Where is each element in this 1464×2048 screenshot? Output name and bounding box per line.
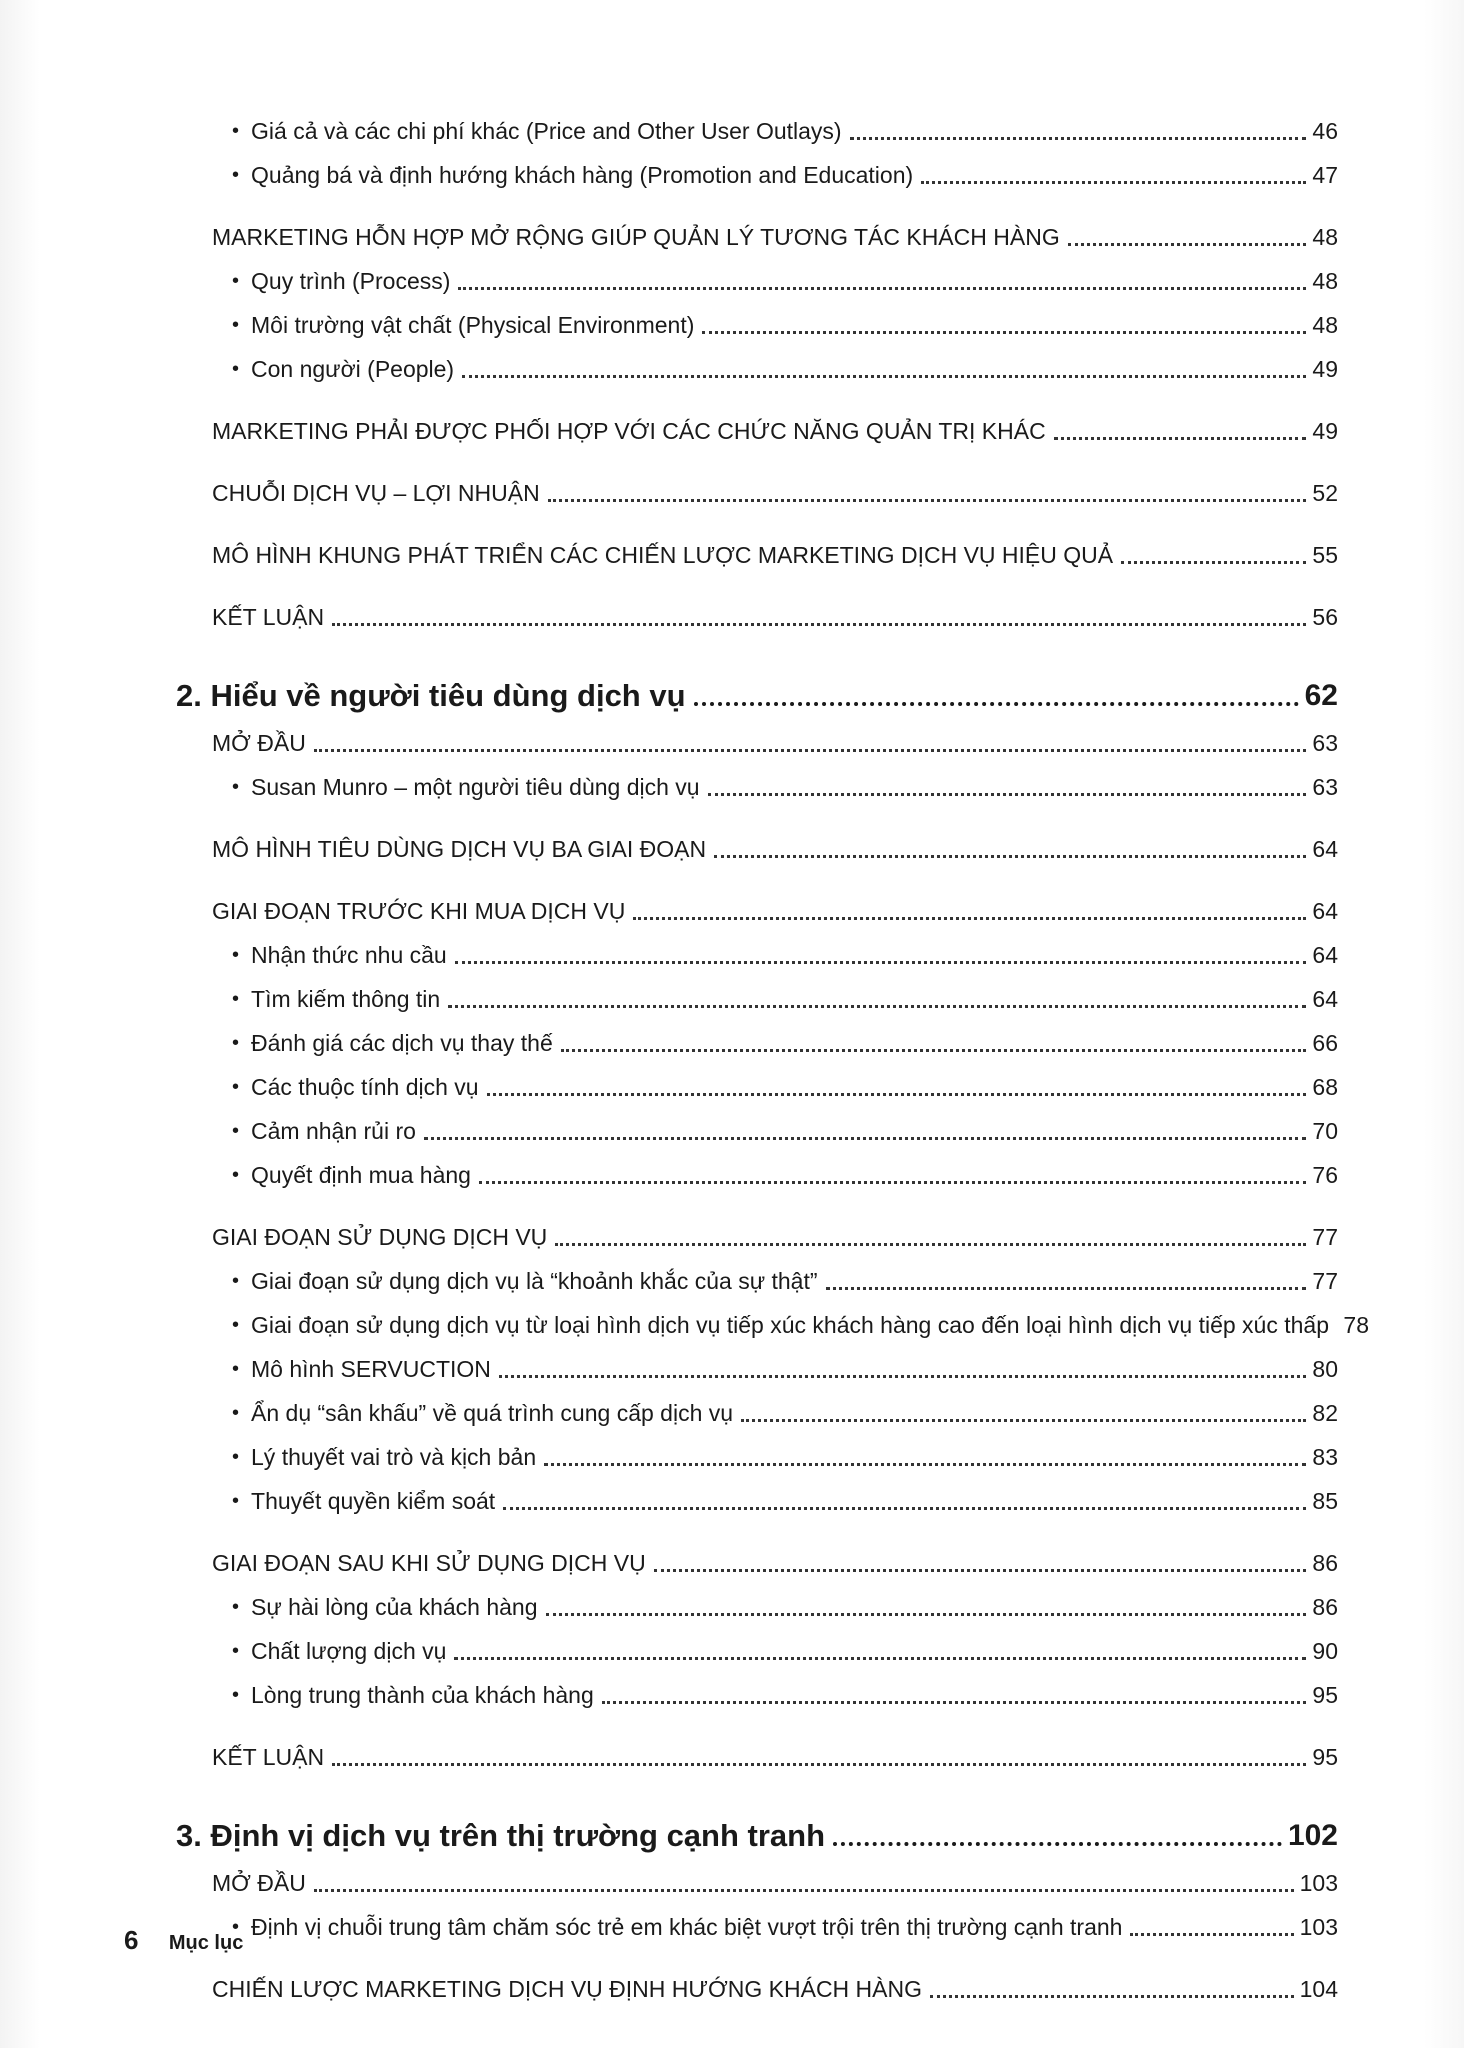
toc-entry-sub[interactable] — [208, 926, 1338, 970]
toc-entry-label: Lý thuyết vai trò và kịch bản — [251, 1444, 537, 1470]
page-footer — [124, 1925, 243, 1956]
dot-leader — [714, 854, 1306, 858]
toc-entry-page-number: 95 — [1312, 1744, 1338, 1770]
toc-entry-label: Đánh giá các dịch vụ thay thế — [251, 1030, 553, 1056]
dot-leader — [448, 1004, 1306, 1008]
dot-leader — [544, 1462, 1306, 1466]
dot-leader — [555, 1242, 1306, 1246]
toc-entry-label: GIAI ĐOẠN SAU KHI SỬ DỤNG DỊCH VỤ — [212, 1550, 646, 1576]
toc-entry-label: Tìm kiếm thông tin — [251, 986, 441, 1012]
toc-entry-sub[interactable] — [208, 1578, 1338, 1622]
toc-entry-label: Thuyết quyền kiểm soát — [251, 1488, 496, 1514]
toc-entry-sub[interactable] — [208, 1622, 1338, 1666]
toc-entry-label: Quy trình (Process) — [251, 268, 451, 294]
bullet-icon: • — [232, 1032, 240, 1054]
toc-entry-page-number: 47 — [1312, 162, 1338, 188]
toc-entry-section[interactable] — [208, 714, 1338, 758]
dot-leader — [546, 1612, 1306, 1616]
toc-entry-label: GIAI ĐOẠN TRƯỚC KHI MUA DỊCH VỤ — [212, 898, 626, 924]
toc-entry-page-number: 104 — [1299, 1976, 1338, 2002]
bullet-icon: • — [232, 988, 240, 1010]
toc-entry-page-number: 103 — [1299, 1914, 1338, 1940]
toc-entry-sub[interactable] — [208, 102, 1338, 146]
footer-page-number: 6 — [124, 1925, 139, 1955]
toc-entry-label: MÔ HÌNH TIÊU DÙNG DỊCH VỤ BA GIAI ĐOẠN — [212, 836, 707, 862]
toc-entry-section[interactable] — [208, 526, 1338, 570]
toc-entry-sub[interactable] — [208, 1102, 1338, 1146]
toc-entry-page-number: 95 — [1312, 1682, 1338, 1708]
toc-entry-page-number: 64 — [1312, 986, 1338, 1012]
toc-entry-page-number: 63 — [1312, 774, 1338, 800]
toc-entry-label: MÔ HÌNH KHUNG PHÁT TRIỂN CÁC CHIẾN LƯỢC MARKETING DỊCH VỤ HIỆU QUẢ — [212, 542, 1114, 568]
toc-entry-page-number: 64 — [1312, 836, 1338, 862]
bullet-icon: • — [232, 164, 240, 186]
toc-entry-label: MỞ ĐẦU — [212, 730, 306, 756]
bullet-icon: • — [232, 1164, 240, 1186]
toc-entry-label: MARKETING PHẢI ĐƯỢC PHỐI HỢP VỚI CÁC CHỨC NĂNG QUẢN TRỊ KHÁC — [212, 418, 1046, 444]
toc-entry-page-number: 66 — [1312, 1030, 1338, 1056]
bullet-icon: • — [232, 1916, 240, 1938]
bullet-icon: • — [232, 314, 240, 336]
toc-entry-section[interactable] — [208, 402, 1338, 446]
dot-leader — [826, 1286, 1306, 1290]
toc-entry-page-number: 52 — [1312, 480, 1338, 506]
dot-leader — [921, 180, 1306, 184]
bullet-icon: • — [232, 1684, 240, 1706]
toc-entry-page-number: 63 — [1312, 730, 1338, 756]
dot-leader — [455, 960, 1306, 964]
toc-entry-page-number: 49 — [1312, 356, 1338, 382]
dot-leader — [561, 1048, 1306, 1052]
bullet-icon: • — [232, 1358, 240, 1380]
toc-entry-page-number: 83 — [1312, 1444, 1338, 1470]
dot-leader — [503, 1506, 1306, 1510]
bullet-icon: • — [232, 1076, 240, 1098]
toc-entry-sub[interactable] — [208, 970, 1338, 1014]
dot-leader — [424, 1136, 1306, 1140]
bullet-icon: • — [232, 1120, 240, 1142]
toc-entry-page-number: 70 — [1312, 1118, 1338, 1144]
toc-entry-label: Môi trường vật chất (Physical Environment) — [251, 312, 695, 338]
dot-leader — [833, 1841, 1282, 1846]
toc-entry-section[interactable] — [208, 1728, 1338, 1772]
bullet-icon: • — [232, 358, 240, 380]
toc-entry-section[interactable] — [208, 1208, 1338, 1252]
bullet-icon: • — [232, 776, 240, 798]
toc-entry-sub[interactable] — [208, 252, 1338, 296]
toc-entry-sub[interactable] — [208, 1898, 1338, 1942]
toc-entry-page-number: 80 — [1312, 1356, 1338, 1382]
toc-entry-label: Giai đoạn sử dụng dịch vụ là “khoảnh khắc của sự thật” — [251, 1268, 818, 1294]
toc-entry-page-number: 48 — [1312, 268, 1338, 294]
toc-entry-page-number: 64 — [1312, 942, 1338, 968]
toc-entry-page-number: 64 — [1312, 898, 1338, 924]
toc-entry-label: Mô hình SERVUCTION — [251, 1356, 491, 1382]
toc-entry-label: Con người (People) — [251, 356, 455, 382]
toc-entry-label: CHIẾN LƯỢC MARKETING DỊCH VỤ ĐỊNH HƯỚNG KHÁCH HÀNG — [212, 1976, 923, 2002]
toc-entry-section[interactable] — [208, 820, 1338, 864]
toc-entry-sub[interactable] — [208, 1428, 1338, 1472]
toc-entry-label: KẾT LUẬN — [212, 604, 325, 630]
toc-entry-label: Cảm nhận rủi ro — [251, 1118, 416, 1144]
toc-entry-label: Ẩn dụ “sân khấu” về quá trình cung cấp dịch vụ — [251, 1400, 734, 1426]
bullet-icon: • — [232, 1596, 240, 1618]
dot-leader — [454, 1656, 1306, 1660]
toc-entry-label: 2. Hiểu về người tiêu dùng dịch vụ — [176, 678, 686, 713]
toc-entry-label: Quyết định mua hàng — [251, 1162, 471, 1188]
bullet-icon: • — [232, 1270, 240, 1292]
toc-entry-label: Lòng trung thành của khách hàng — [251, 1682, 594, 1708]
toc-entry-label: Quảng bá và định hướng khách hàng (Promotion and Education) — [251, 162, 914, 188]
toc-entry-page-number: 49 — [1312, 418, 1338, 444]
dot-leader — [702, 330, 1306, 334]
toc-entry-page-number: 85 — [1312, 1488, 1338, 1514]
toc-entry-sub[interactable] — [208, 1666, 1338, 1710]
bullet-icon: • — [232, 1446, 240, 1468]
toc-entry-label: Giai đoạn sử dụng dịch vụ từ loại hình dịch vụ tiếp xúc khách hàng cao đến loại hình dịch vụ tiếp xúc thấp — [251, 1312, 1330, 1338]
toc-entry-label: KẾT LUẬN — [212, 1744, 325, 1770]
toc-entry-page-number: 82 — [1312, 1400, 1338, 1426]
toc-entry-sub[interactable] — [208, 1252, 1338, 1296]
toc-entry-sub[interactable] — [208, 1296, 1370, 1340]
toc-entry-label: Định vị chuỗi trung tâm chăm sóc trẻ em khác biệt vượt trội trên thị trường cạnh tranh — [251, 1914, 1123, 1940]
toc-entry-label: Chất lượng dịch vụ — [251, 1638, 447, 1664]
toc-entry-label: GIAI ĐOẠN SỬ DỤNG DỊCH VỤ — [212, 1224, 548, 1250]
toc-entry-sub[interactable] — [208, 340, 1338, 384]
bullet-icon: • — [232, 270, 240, 292]
toc-entry-page-number: 55 — [1312, 542, 1338, 568]
dot-leader — [708, 792, 1306, 796]
dot-leader — [499, 1374, 1306, 1378]
toc-entry-page-number: 76 — [1312, 1162, 1338, 1188]
toc-entry-label: Các thuộc tính dịch vụ — [251, 1074, 479, 1100]
toc-entry-section[interactable] — [208, 1534, 1338, 1578]
dot-leader — [850, 136, 1306, 140]
dot-leader — [633, 916, 1306, 920]
toc-entry-page-number: 68 — [1312, 1074, 1338, 1100]
dot-leader — [332, 622, 1306, 626]
toc-entry-page-number: 77 — [1312, 1268, 1338, 1294]
dot-leader — [1054, 436, 1306, 440]
toc-entry-label: Sự hài lòng của khách hàng — [251, 1594, 538, 1620]
toc-entry-page-number: 90 — [1312, 1638, 1338, 1664]
bullet-icon: • — [232, 1402, 240, 1424]
toc-entry-section[interactable] — [208, 1854, 1338, 1898]
toc-entry-section[interactable] — [208, 588, 1338, 632]
dot-leader — [462, 374, 1306, 378]
dot-leader — [487, 1092, 1306, 1096]
toc-entry-section[interactable] — [208, 882, 1338, 926]
bullet-icon: • — [232, 1640, 240, 1662]
toc-entry-chapter[interactable] — [176, 666, 1338, 714]
dot-leader — [479, 1180, 1306, 1184]
bullet-icon: • — [232, 120, 240, 142]
dot-leader — [332, 1762, 1306, 1766]
toc-entry-page-number: 48 — [1312, 312, 1338, 338]
toc-entry-sub[interactable] — [208, 146, 1338, 190]
toc-entry-sub[interactable] — [208, 296, 1338, 340]
toc-entry-label: Giá cả và các chi phí khác (Price and Other User Outlays) — [251, 118, 842, 144]
dot-leader — [741, 1418, 1306, 1422]
dot-leader — [930, 1994, 1294, 1998]
toc-entry-label: Susan Munro – một người tiêu dùng dịch vụ — [251, 774, 700, 800]
dot-leader — [314, 1888, 1294, 1892]
toc-entry-sub[interactable] — [208, 1014, 1338, 1058]
toc-entry-sub[interactable] — [208, 1472, 1338, 1516]
toc-entry-section[interactable] — [208, 464, 1338, 508]
toc-entry-page-number: 46 — [1312, 118, 1338, 144]
toc-entry-page-number: 86 — [1312, 1594, 1338, 1620]
toc-entry-page-number: 103 — [1299, 1870, 1338, 1896]
dot-leader — [1130, 1932, 1293, 1936]
bullet-icon: • — [232, 1490, 240, 1512]
dot-leader — [314, 748, 1306, 752]
toc-entry-label: MỞ ĐẦU — [212, 1870, 306, 1896]
toc-entry-page-number: 102 — [1287, 1819, 1338, 1852]
toc-entry-page-number: 78 — [1343, 1312, 1370, 1338]
dot-leader — [548, 498, 1306, 502]
toc-entry-sub[interactable] — [208, 1340, 1338, 1384]
footer-title: Mục lục — [168, 1932, 244, 1954]
bullet-icon: • — [232, 944, 240, 966]
toc-entry-sub[interactable] — [208, 1384, 1338, 1428]
toc-entry-page-number: 86 — [1312, 1550, 1338, 1576]
dot-leader — [602, 1700, 1306, 1704]
dot-leader — [654, 1568, 1306, 1572]
dot-leader — [1068, 242, 1306, 246]
bullet-icon: • — [232, 1314, 240, 1336]
toc-entry-sub[interactable] — [208, 758, 1338, 802]
toc-entry-chapter[interactable] — [176, 1806, 1338, 1854]
dot-leader — [694, 701, 1299, 706]
toc-entry-sub[interactable] — [208, 1058, 1338, 1102]
toc-entry-label: CHUỖI DỊCH VỤ – LỢI NHUẬN — [212, 480, 540, 506]
toc-entry-label: Nhận thức nhu cầu — [251, 942, 447, 968]
toc-entry-page-number: 62 — [1304, 679, 1338, 712]
toc-entry-page-number: 77 — [1312, 1224, 1338, 1250]
dot-leader — [458, 286, 1306, 290]
toc-entry-page-number: 48 — [1312, 224, 1338, 250]
toc-entry-label: MARKETING HỖN HỢP MỞ RỘNG GIÚP QUẢN LÝ TƯƠNG TÁC KHÁCH HÀNG — [212, 224, 1060, 250]
toc-entry-section[interactable] — [208, 1960, 1338, 2004]
dot-leader — [1121, 560, 1306, 564]
toc-entry-page-number: 56 — [1312, 604, 1338, 630]
toc-entry-section[interactable] — [208, 208, 1338, 252]
toc-entry-label: 3. Định vị dịch vụ trên thị trường cạnh tranh — [176, 1818, 826, 1853]
toc-entry-sub[interactable] — [208, 1146, 1338, 1190]
